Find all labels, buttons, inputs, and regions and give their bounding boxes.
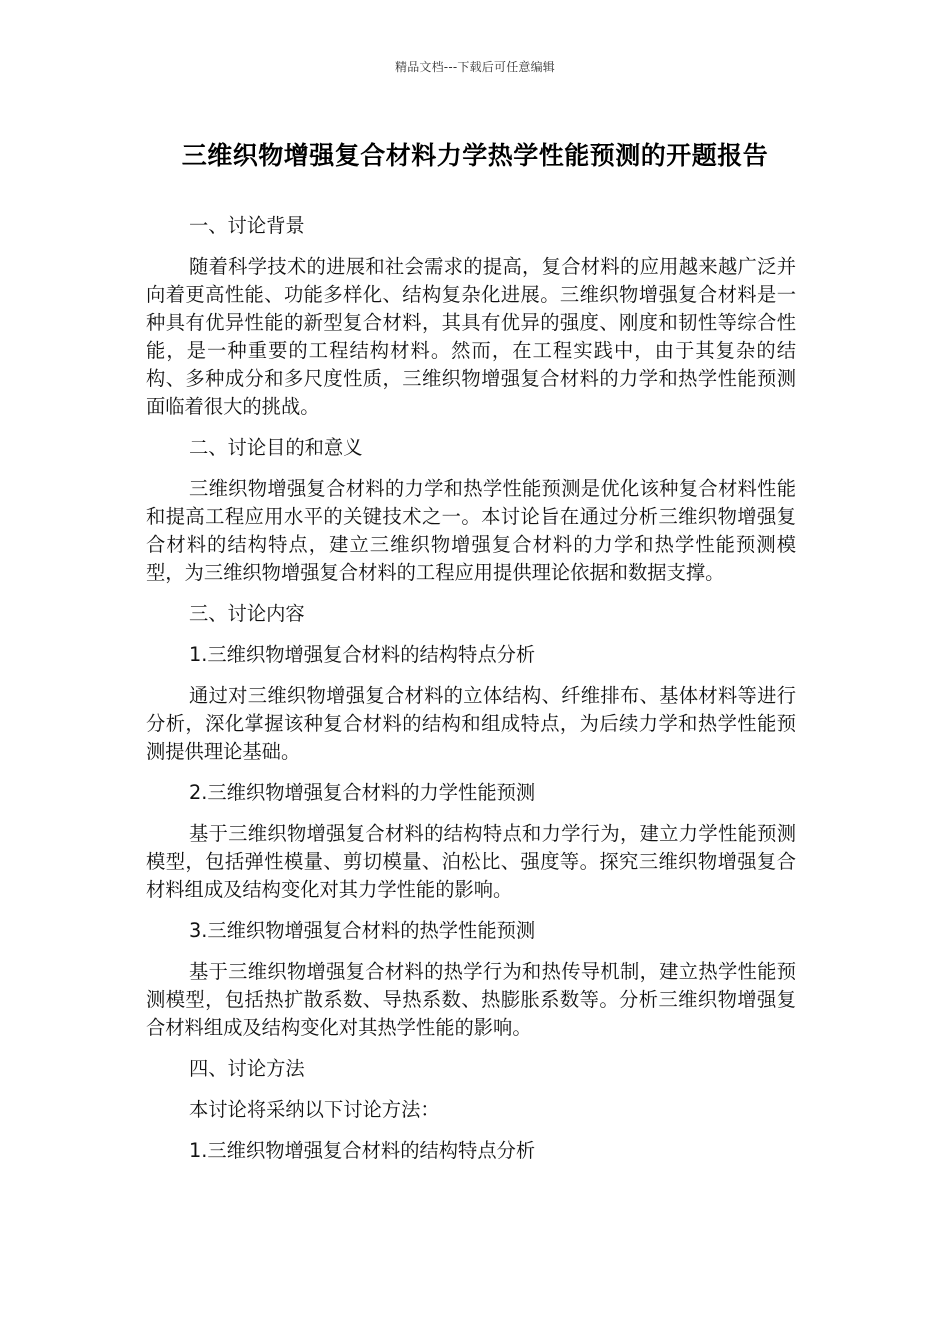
section-heading-purpose: 二、讨论目的和意义 [189,436,363,459]
document-title: 三维织物增强复合材料力学热学性能预测的开题报告 [181,141,769,170]
section-heading-content: 三、讨论内容 [189,602,305,625]
section-heading-methods: 四、讨论方法 [189,1057,305,1080]
paragraph-purpose: 三维织物增强复合材料的力学和热学性能预测是优化该种复合材料性能和提高工程应用水平的关键技术之一。本讨论旨在通过分析三维织物增强复合材料的结构特点，建立三维织物增强复合材料的力学和热学性能预测模型，为三维织物增强复合材料的工程应用提供理论依据和数据支撑。 [146,477,796,584]
paragraph-mechanical-prediction: 基于三维织物增强复合材料的结构特点和力学行为，建立力学性能预测模型，包括弹性模量、剪切模量、泊松比、强度等。探究三维织物增强复合材料组成及结构变化对其力学性能的影响。 [146,822,796,901]
paragraph-methods-intro: 本讨论将采纳以下讨论方法： [189,1098,440,1121]
subheading-structure-analysis: 1.三维织物增强复合材料的结构特点分析 [189,643,536,666]
subheading-methods-structure: 1.三维织物增强复合材料的结构特点分析 [189,1139,536,1162]
paragraph-thermal-prediction: 基于三维织物增强复合材料的热学行为和热传导机制，建立热学性能预测模型，包括热扩散系数、导热系数、热膨胀系数等。分析三维织物增强复合材料组成及结构变化对其热学性能的影响。 [146,960,796,1039]
paragraph-background: 随着科学技术的进展和社会需求的提高，复合材料的应用越来越广泛并向着更高性能、功能多样化、结构复杂化进展。三维织物增强复合材料是一种具有优异性能的新型复合材料，其具有优异的强度、刚度和韧性等综合性能，是一种重要的工程结构材料。然而，在工程实践中，由于其复杂的结构、多种成分和多尺度性质，三维织物增强复合材料的力学和热学性能预测面临着很大的挑战。 [146,255,796,418]
subheading-thermal-prediction: 3.三维织物增强复合材料的热学性能预测 [189,919,536,942]
subheading-mechanical-prediction: 2.三维织物增强复合材料的力学性能预测 [189,781,536,804]
document-body [146,212,796,1178]
header-watermark: 精品文档---下载后可任意编辑 [395,60,555,74]
section-heading-background: 一、讨论背景 [189,214,305,237]
paragraph-structure-analysis: 通过对三维织物增强复合材料的立体结构、纤维排布、基体材料等进行分析，深化掌握该种复合材料的结构和组成特点，为后续力学和热学性能预测提供理论基础。 [146,684,796,763]
